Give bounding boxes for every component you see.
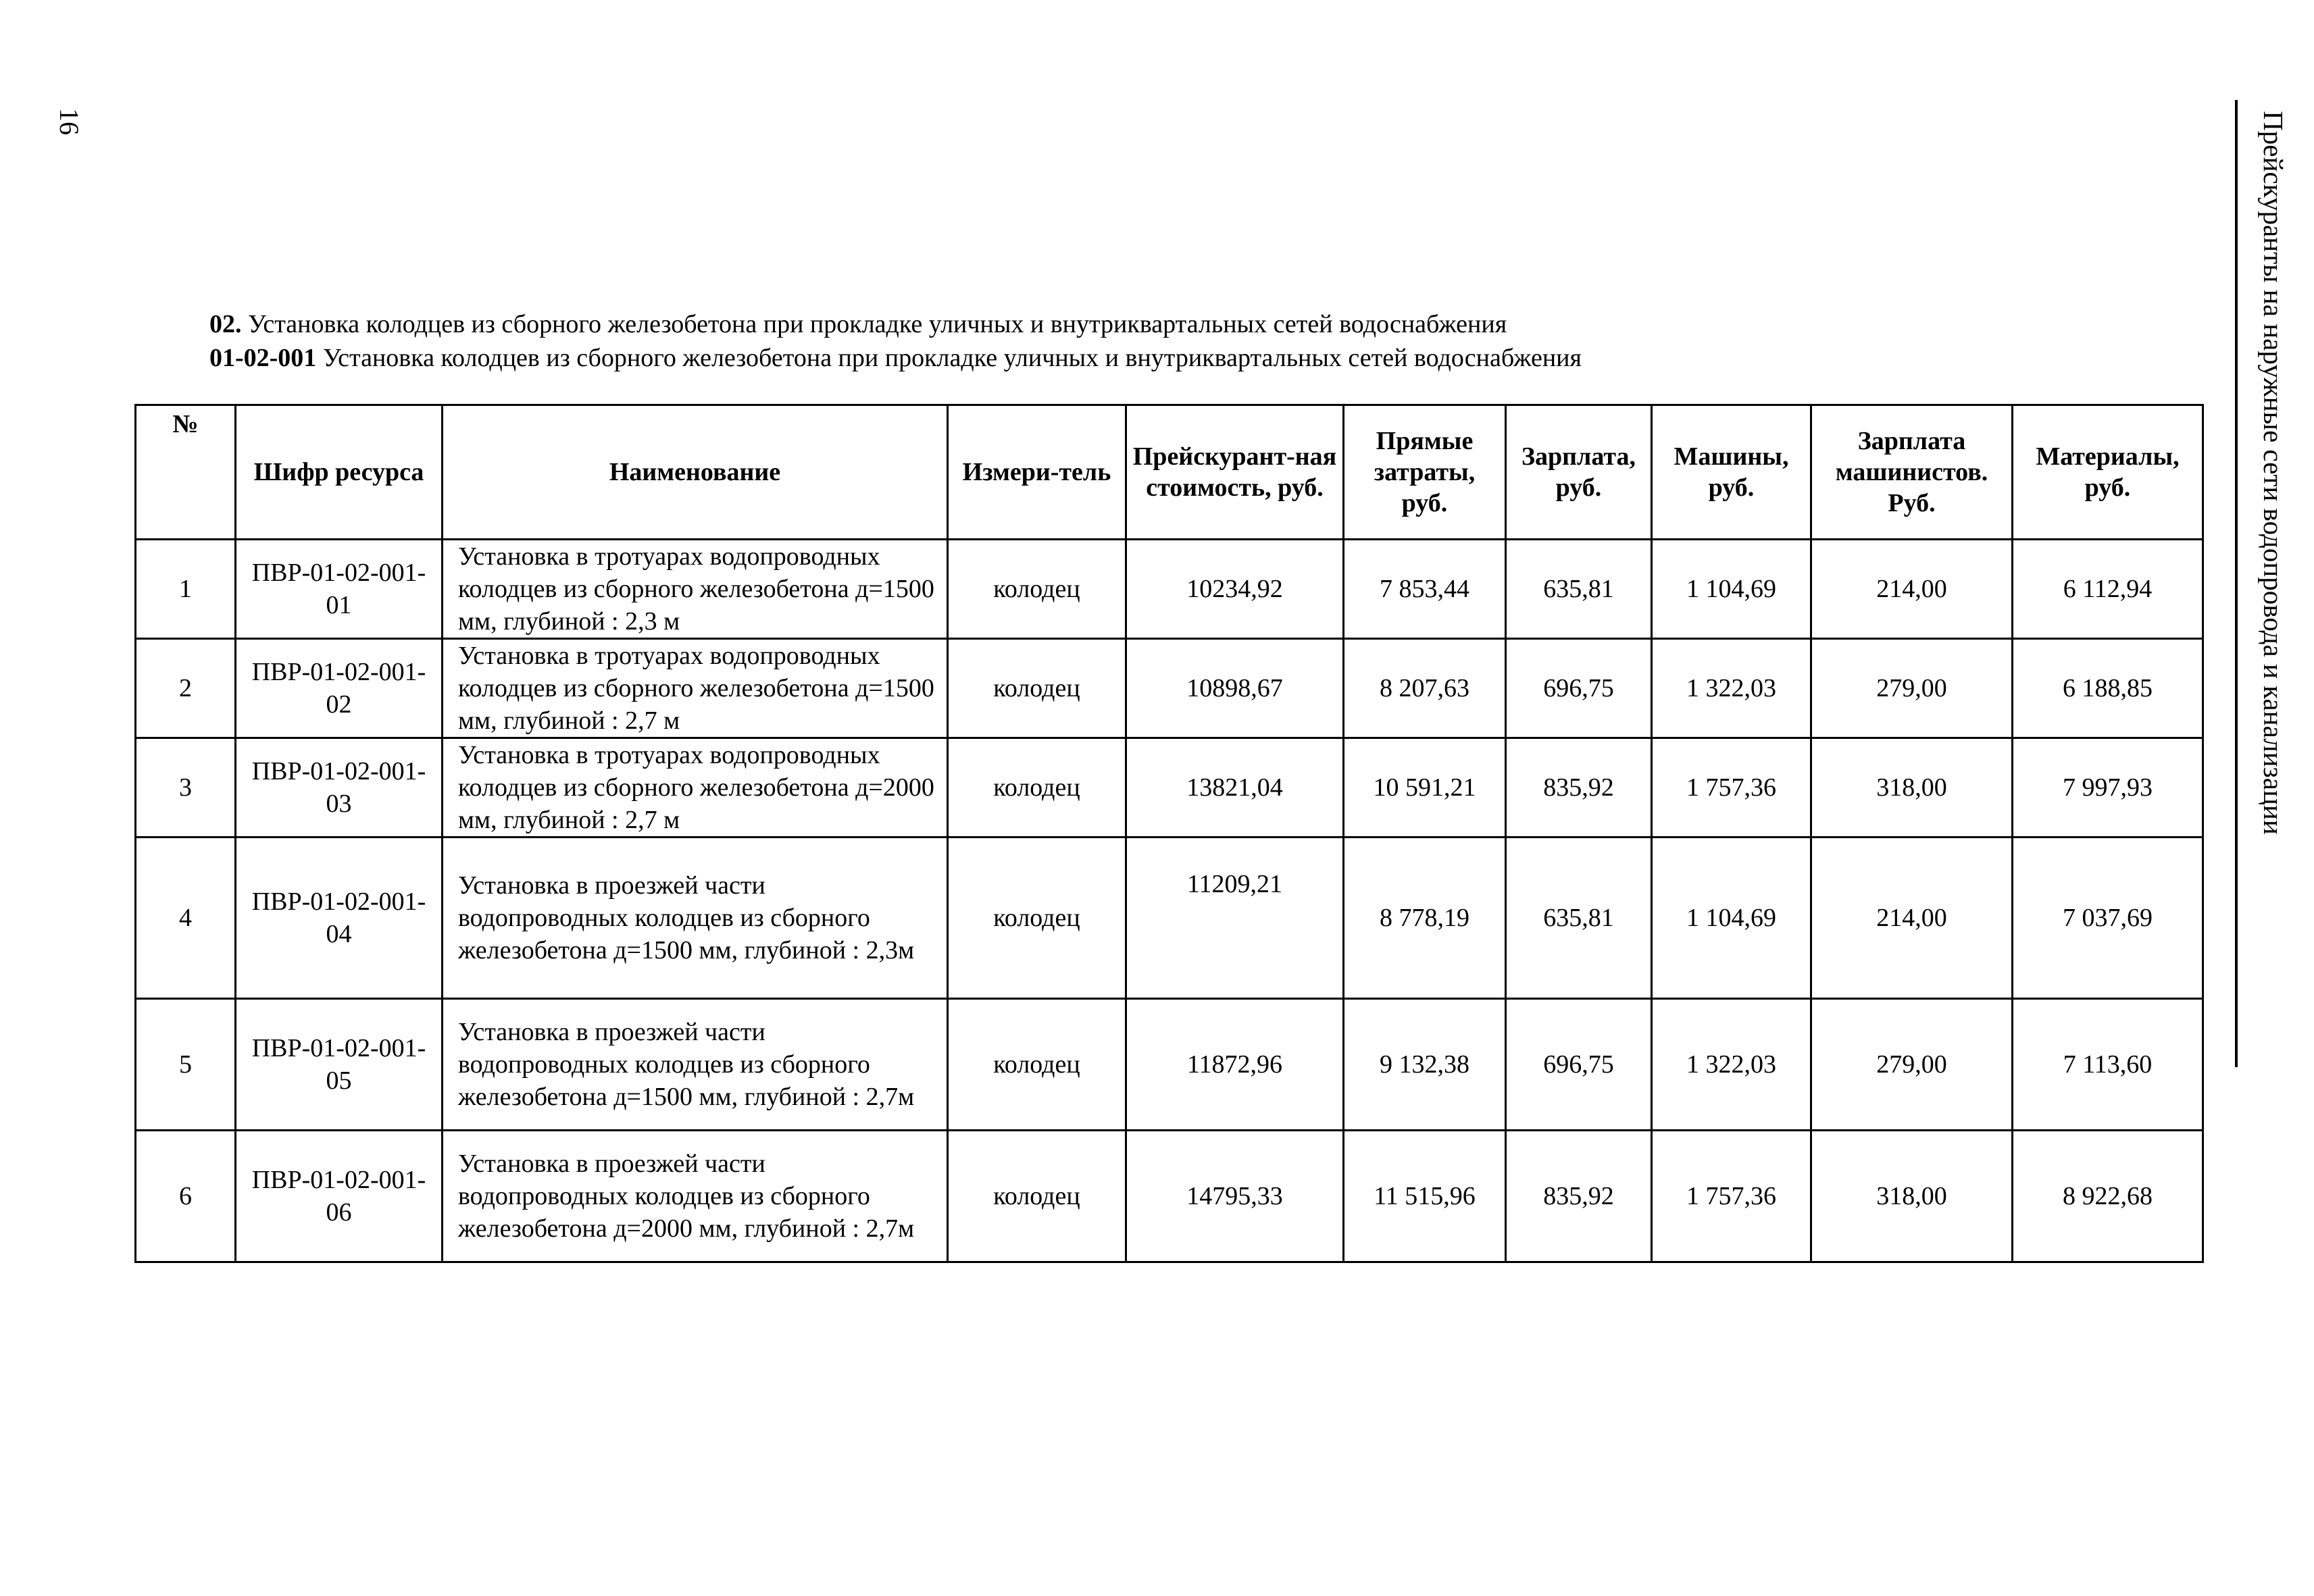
cell-salary: 635,81	[1506, 540, 1652, 639]
table-header-row	[136, 405, 2203, 540]
cell-machines: 1 104,69	[1652, 540, 1811, 639]
cell-name: Установка в проезжей части водопроводных колодцев из сборного железобетона д=1500 мм, глубиной : 2,7м	[443, 999, 948, 1131]
table-row	[136, 738, 2203, 838]
table-row	[136, 639, 2203, 738]
cell-direct-costs: 8 778,19	[1344, 838, 1506, 999]
cell-num: 2	[136, 639, 236, 738]
cell-unit: колодец	[948, 639, 1126, 738]
cell-code: ПВР-01-02-001-03	[236, 738, 443, 838]
cell-salary: 635,81	[1506, 838, 1652, 999]
table-heading	[209, 342, 1582, 374]
cell-price: 10234,92	[1126, 540, 1344, 639]
running-header	[2243, 101, 2304, 844]
cell-machinist-salary: 279,00	[1811, 639, 2013, 738]
cell-price: 10898,67	[1126, 639, 1344, 738]
cell-name: Установка в тротуарах водопроводных колодцев из сборного железобетона д=1500 мм, глубиной : 2,7 м	[443, 639, 948, 738]
table-row	[136, 838, 2203, 999]
cell-unit: колодец	[948, 999, 1126, 1131]
cell-direct-costs: 10 591,21	[1344, 738, 1506, 838]
cell-machines: 1 322,03	[1652, 999, 1811, 1131]
cell-salary: 835,92	[1506, 1131, 1652, 1262]
table-row	[136, 1131, 2203, 1262]
cell-code: ПВР-01-02-001-02	[236, 639, 443, 738]
table-row	[136, 540, 2203, 639]
cell-machinist-salary: 318,00	[1811, 1131, 2013, 1262]
cell-salary: 696,75	[1506, 639, 1652, 738]
cell-direct-costs: 8 207,63	[1344, 639, 1506, 738]
cell-direct-costs: 9 132,38	[1344, 999, 1506, 1131]
cell-salary: 835,92	[1506, 738, 1652, 838]
cell-materials: 6 112,94	[2013, 540, 2203, 639]
table-code: 01-02-001	[209, 344, 317, 372]
section-heading	[209, 308, 1507, 340]
header-machines: Машины, руб.	[1652, 405, 1811, 540]
running-header-text: Прейскуранты на наружные сети водопровода и канализации	[2258, 111, 2289, 835]
section-code: 02.	[209, 310, 242, 338]
cell-machines: 1 322,03	[1652, 639, 1811, 738]
cell-code: ПВР-01-02-001-04	[236, 838, 443, 999]
cell-machines: 1 104,69	[1652, 838, 1811, 999]
cell-code: ПВР-01-02-001-05	[236, 999, 443, 1131]
cell-code: ПВР-01-02-001-06	[236, 1131, 443, 1262]
running-header-rule	[2235, 100, 2238, 1067]
cell-num: 1	[136, 540, 236, 639]
cell-name: Установка в проезжей части водопроводных колодцев из сборного железобетона д=2000 мм, глубиной : 2,7м	[443, 1131, 948, 1262]
cell-price: 11209,21	[1126, 838, 1344, 999]
cell-name: Установка в тротуарах водопроводных колодцев из сборного железобетона д=1500 мм, глубиной : 2,3 м	[443, 540, 948, 639]
table-row	[136, 999, 2203, 1131]
cell-code: ПВР-01-02-001-01	[236, 540, 443, 639]
header-name: Наименование	[443, 405, 948, 540]
cell-direct-costs: 11 515,96	[1344, 1131, 1506, 1262]
table-title: Установка колодцев из сборного железобетона при прокладке уличных и внутриквартальных сетей водоснабжения	[322, 344, 1582, 372]
cell-unit: колодец	[948, 838, 1126, 999]
page-number: 16	[54, 108, 84, 135]
cell-materials: 6 188,85	[2013, 639, 2203, 738]
header-price: Прейскурант-ная стоимость, руб.	[1126, 405, 1344, 540]
cell-price: 14795,33	[1126, 1131, 1344, 1262]
header-num: №	[136, 405, 236, 540]
header-code: Шифр ресурса	[236, 405, 443, 540]
header-materials: Материалы, руб.	[2013, 405, 2203, 540]
cell-num: 4	[136, 838, 236, 999]
cell-materials: 7 037,69	[2013, 838, 2203, 999]
cell-machines: 1 757,36	[1652, 1131, 1811, 1262]
cell-machines: 1 757,36	[1652, 738, 1811, 838]
cell-num: 3	[136, 738, 236, 838]
cell-num: 6	[136, 1131, 236, 1262]
cell-unit: колодец	[948, 1131, 1126, 1262]
cell-name: Установка в тротуарах водопроводных колодцев из сборного железобетона д=2000 мм, глубиной : 2,7 м	[443, 738, 948, 838]
cell-unit: колодец	[948, 738, 1126, 838]
cell-machinist-salary: 214,00	[1811, 540, 2013, 639]
cell-machinist-salary: 318,00	[1811, 738, 2013, 838]
price-table	[134, 404, 2204, 1263]
cell-price: 11872,96	[1126, 999, 1344, 1131]
cell-machinist-salary: 279,00	[1811, 999, 2013, 1131]
cell-materials: 8 922,68	[2013, 1131, 2203, 1262]
header-direct-costs: Прямые затраты, руб.	[1344, 405, 1506, 540]
cell-materials: 7 113,60	[2013, 999, 2203, 1131]
cell-name: Установка в проезжей части водопроводных колодцев из сборного железобетона д=1500 мм, глубиной : 2,3м	[443, 838, 948, 999]
cell-unit: колодец	[948, 540, 1126, 639]
cell-num: 5	[136, 999, 236, 1131]
header-machinist-salary: Зарплата машинистов. Руб.	[1811, 405, 2013, 540]
cell-salary: 696,75	[1506, 999, 1652, 1131]
cell-price: 13821,04	[1126, 738, 1344, 838]
header-unit: Измери-тель	[948, 405, 1126, 540]
cell-direct-costs: 7 853,44	[1344, 540, 1506, 639]
section-title: Установка колодцев из сборного железобетона при прокладке уличных и внутриквартальных сетей водоснабжения	[248, 310, 1507, 338]
header-salary: Зарплата, руб.	[1506, 405, 1652, 540]
cell-materials: 7 997,93	[2013, 738, 2203, 838]
cell-machinist-salary: 214,00	[1811, 838, 2013, 999]
